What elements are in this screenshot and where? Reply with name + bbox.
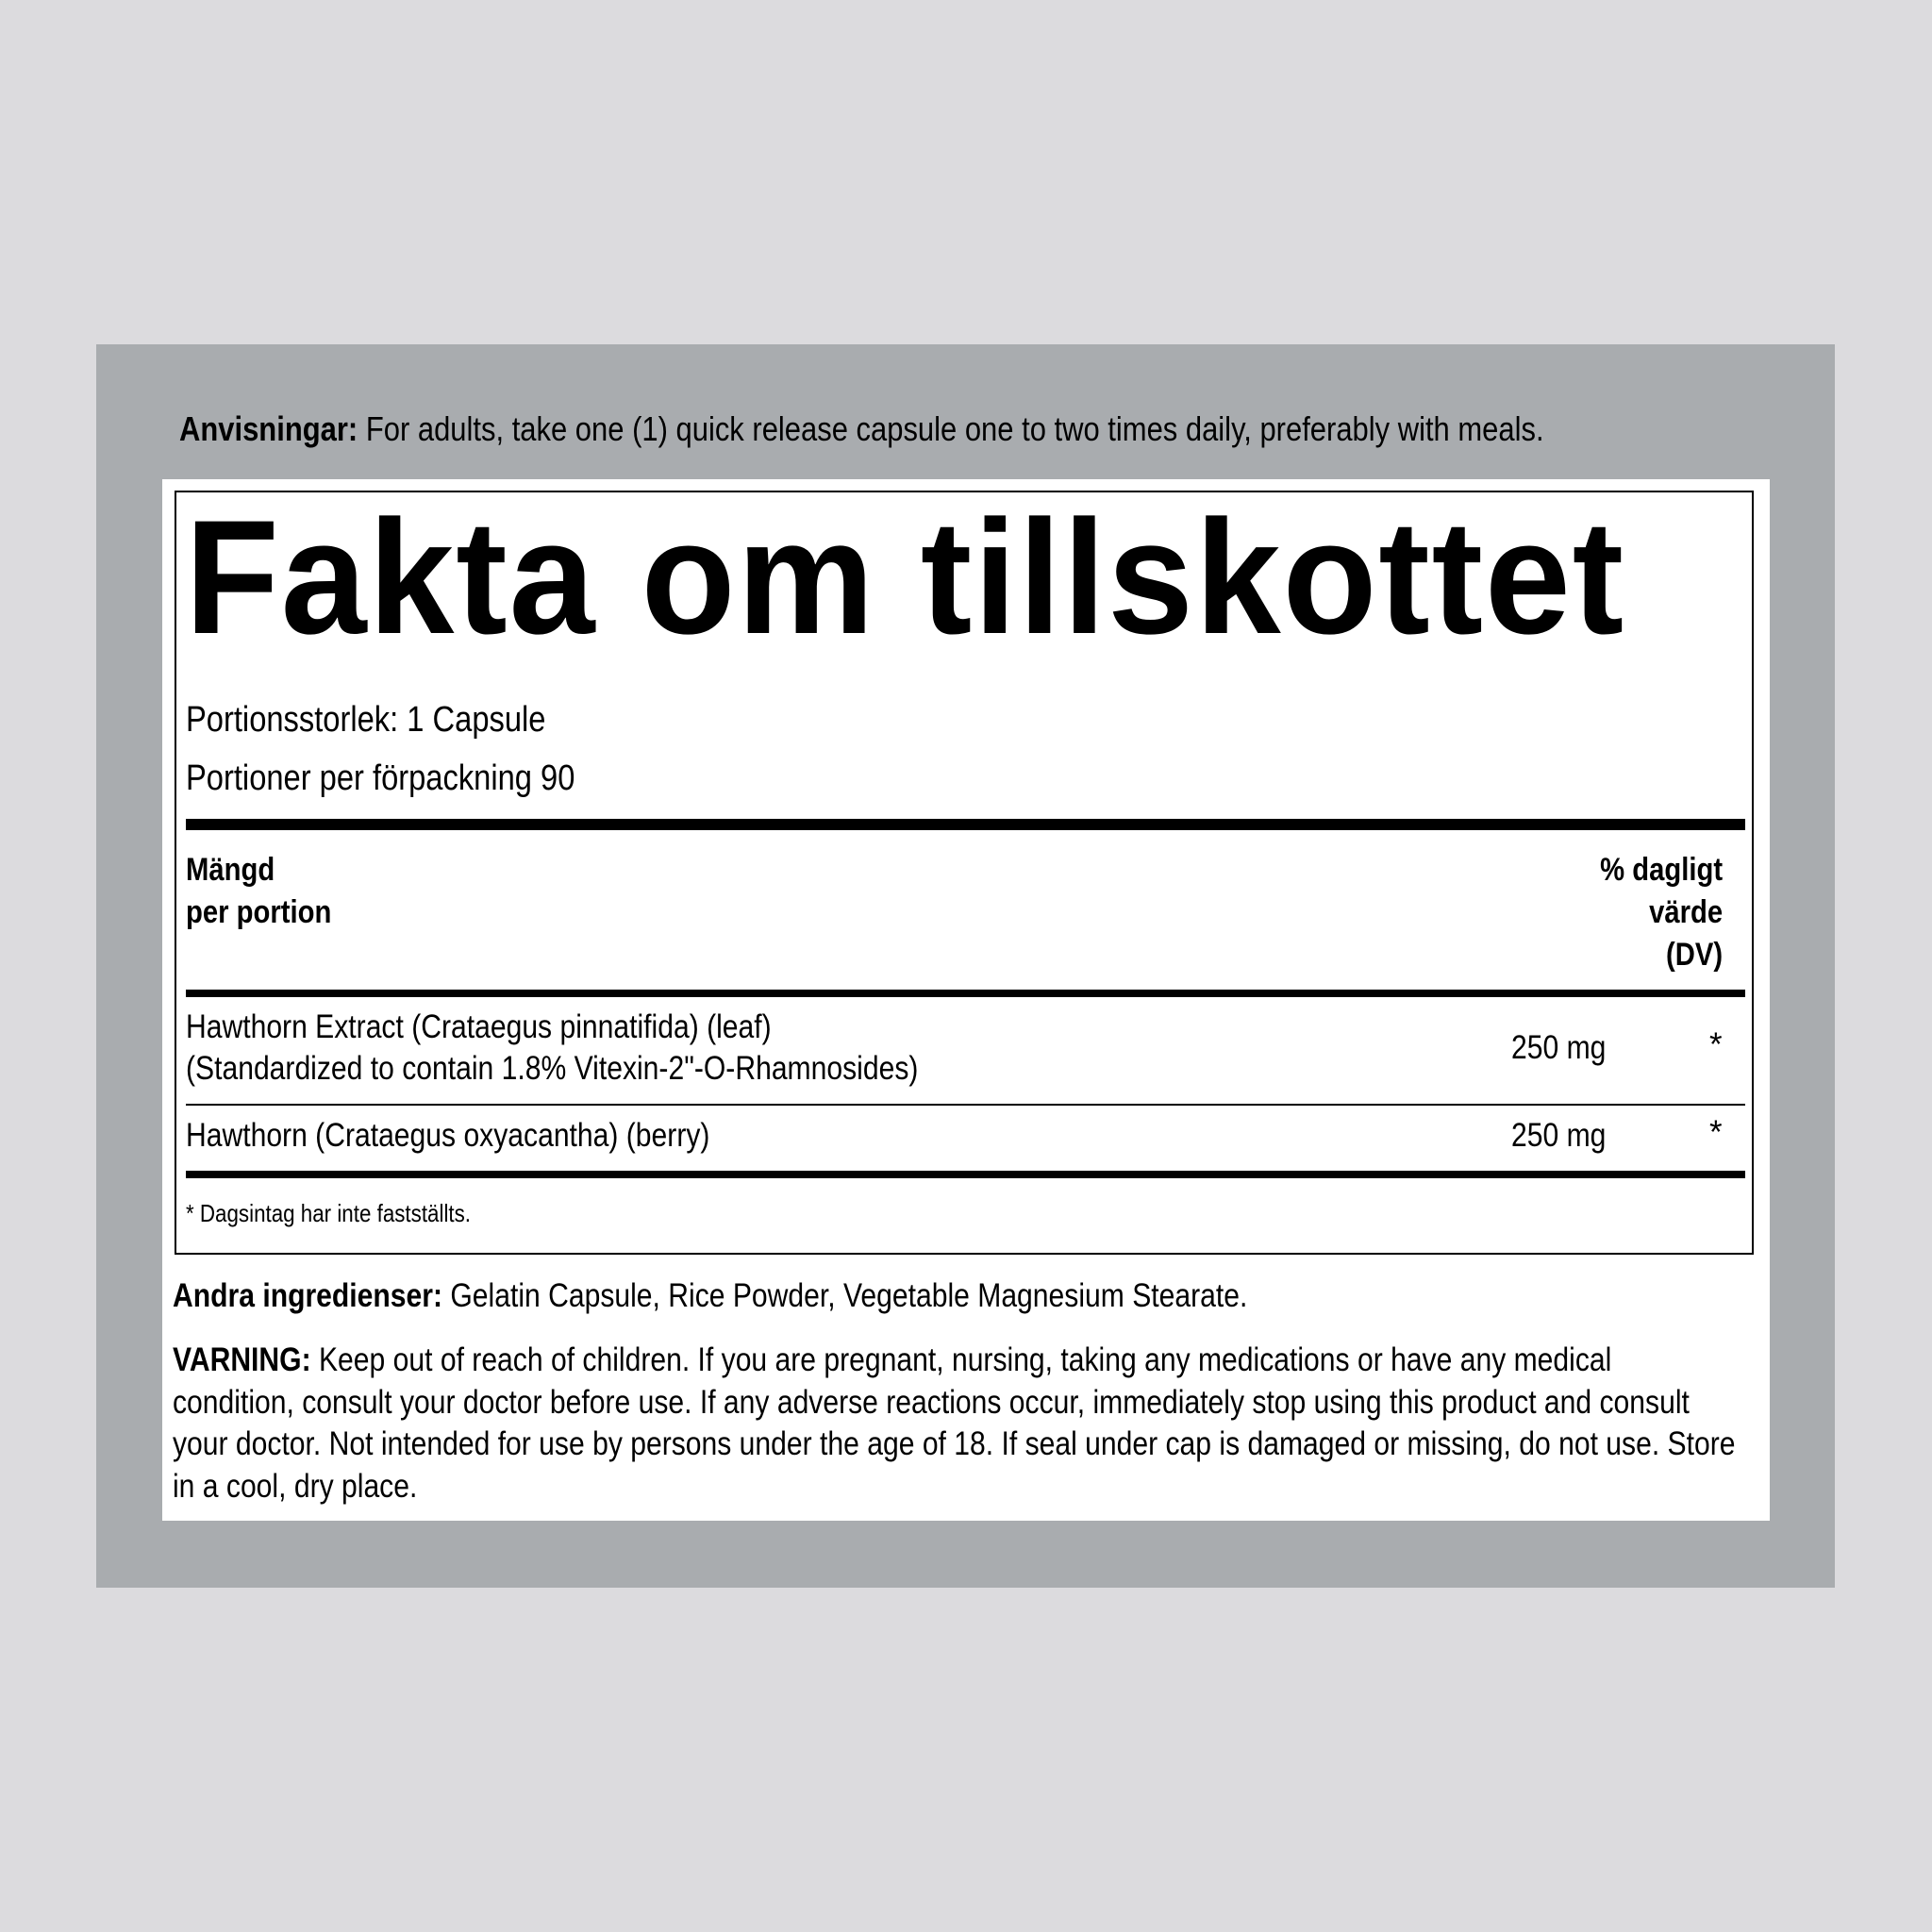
- directions-text: For adults, take one (1) quick release capsule one to two times daily, preferably with meals.: [358, 409, 1544, 448]
- ingredient-name-detail: (Standardized to contain 1.8% Vitexin-2"-O-Rhamnosides): [186, 1050, 919, 1087]
- ingredient-dv: *: [1709, 1114, 1723, 1151]
- ingredient-name: Hawthorn (Crataegus oxyacantha) (berry): [186, 1117, 710, 1154]
- warning-text: Keep out of reach of children. If you are pregnant, nursing, taking any medications or have any medical condition, consult your doctor before use. If any adverse reactions occur, immediately stop using this product and consult your doctor. Not intended for use by persons under the age of 18. If seal under cap is damaged or missing, do not use. Store in a cool, dry place.: [173, 1341, 1736, 1505]
- amount-header: [186, 849, 331, 934]
- medium-divider: [186, 990, 1745, 997]
- dv-header-line3: (DV): [1665, 937, 1723, 973]
- dv-header-line1: % dagligt: [1600, 852, 1723, 888]
- warning: [173, 1340, 1739, 1507]
- row-divider: [186, 1104, 1745, 1106]
- other-ingredients: [173, 1275, 1739, 1318]
- ingredient-amount: 250 mg: [1511, 1029, 1607, 1066]
- ingredient-amount: 250 mg: [1511, 1117, 1607, 1154]
- servings-per-container: Portioner per förpackning 90: [186, 758, 575, 798]
- ingredient-dv: *: [1709, 1026, 1723, 1063]
- ingredient-name: Hawthorn Extract (Crataegus pinnatifida) (leaf): [186, 1008, 772, 1045]
- thick-divider: [186, 819, 1745, 830]
- other-ingredients-label: Andra ingredienser:: [173, 1277, 443, 1314]
- directions: [179, 406, 1624, 453]
- directions-label: Anvisningar:: [179, 409, 358, 448]
- serving-size: Portionsstorlek: 1 Capsule: [186, 700, 546, 740]
- bottom-divider: [186, 1171, 1745, 1178]
- dv-header-line2: värde: [1648, 894, 1723, 930]
- other-ingredients-text: Gelatin Capsule, Rice Powder, Vegetable Magnesium Stearate.: [442, 1277, 1248, 1314]
- amount-header-line1: Mängd: [186, 852, 275, 888]
- dv-header: [1600, 849, 1723, 976]
- facts-title: Fakta om tillskottet: [185, 487, 1626, 668]
- amount-header-line2: per portion: [186, 894, 332, 930]
- footnote: * Dagsintag har inte fastställts.: [186, 1199, 472, 1227]
- warning-label: VARNING:: [173, 1341, 311, 1378]
